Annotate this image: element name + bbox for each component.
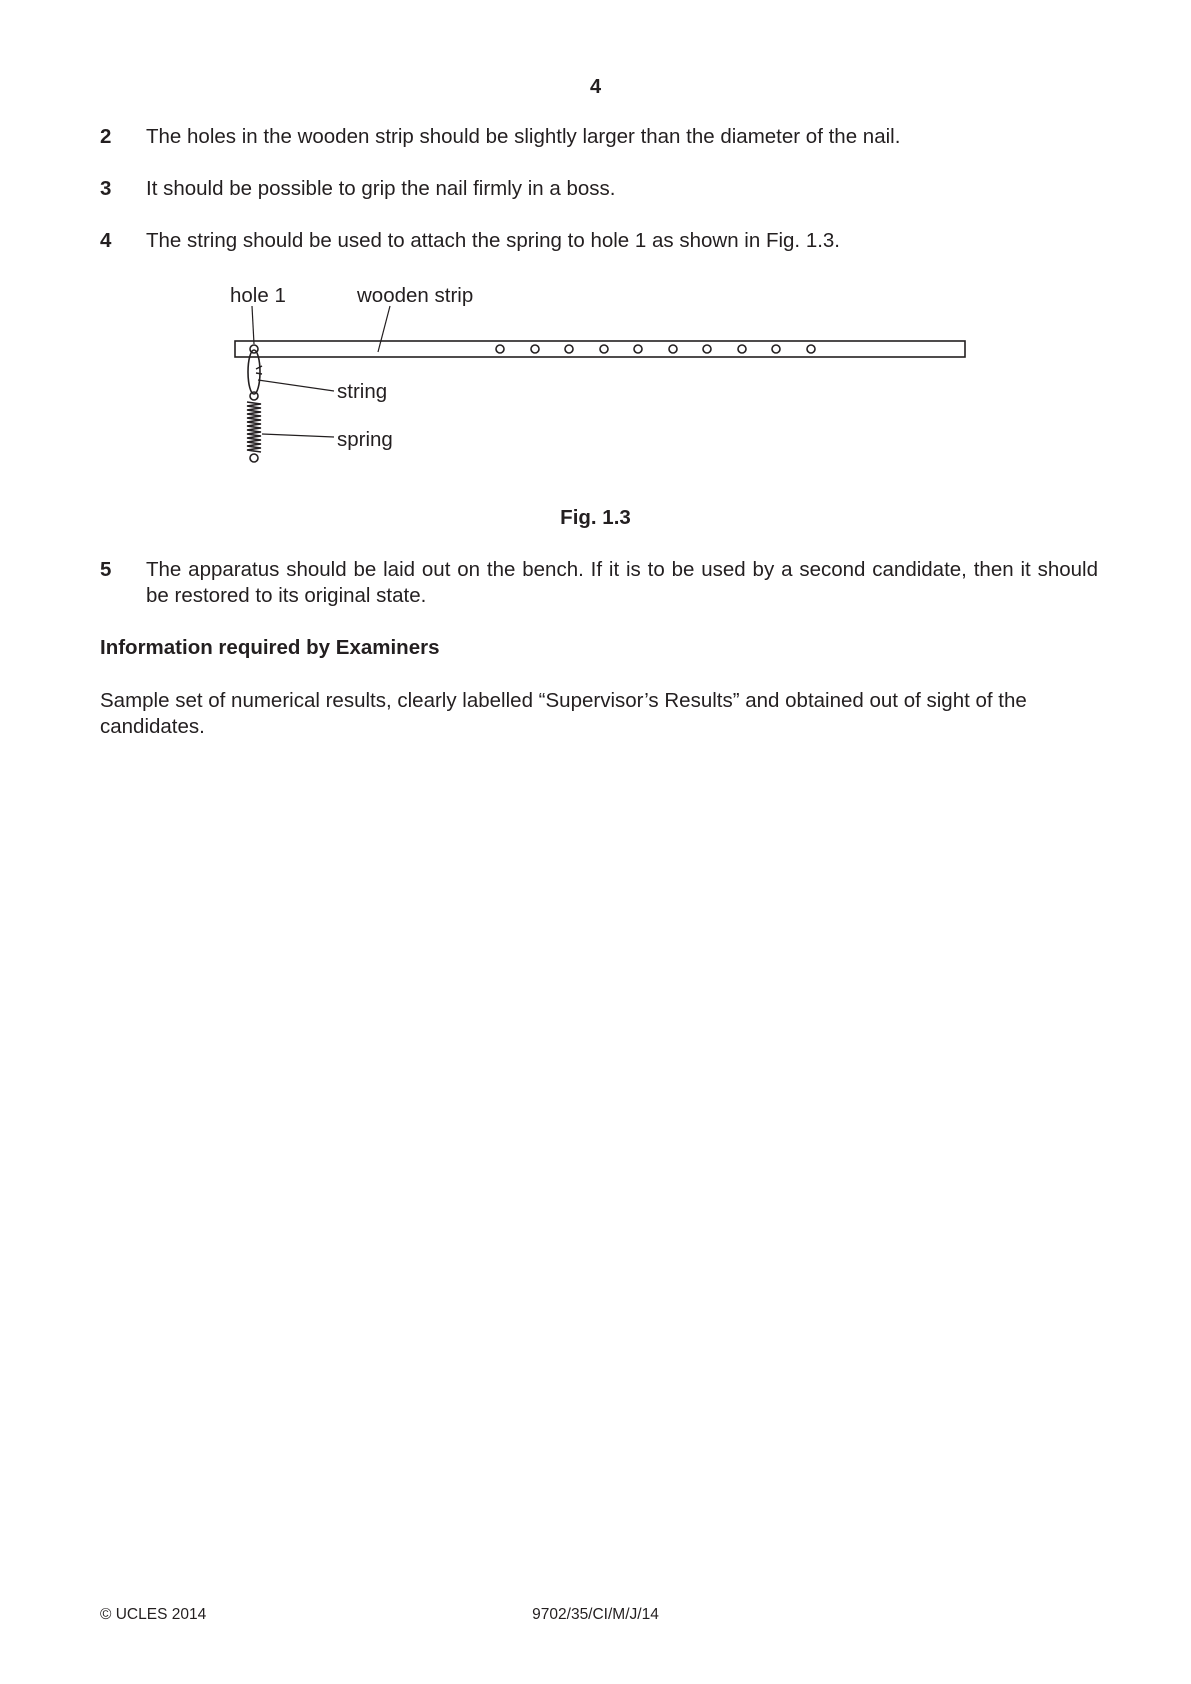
footer-code: 9702/35/CI/M/J/14: [532, 1606, 659, 1623]
hole-leader-line: [252, 306, 254, 344]
item-number: 5: [100, 558, 112, 581]
string-leader-line: [258, 380, 334, 391]
item-text: The string should be used to attach the spring to hole 1 as shown in Fig. 1.3.: [146, 229, 841, 252]
footer-copyright: © UCLES 2014: [100, 1606, 207, 1623]
page-number: 4: [589, 76, 602, 98]
item-text: The holes in the wooden strip should be slightly larger than the diameter of the nail.: [146, 125, 901, 148]
item-number: 2: [100, 125, 112, 148]
figure-caption: Fig. 1.3: [560, 506, 631, 529]
spring-bottom-hook: [250, 454, 258, 462]
spring-coil: [247, 402, 261, 452]
string-knot: [256, 366, 262, 374]
section-paragraph: Sample set of numerical results, clearly labelled “Supervisor’s Results” and obtained out of sight of the candidates.: [100, 689, 1027, 738]
section-heading: Information required by Examiners: [100, 636, 440, 659]
figure-1-3: [0, 0, 1191, 520]
string-label: string: [337, 380, 388, 403]
spring-leader-line: [262, 434, 334, 437]
item-number: 4: [100, 229, 112, 252]
item-text: It should be possible to grip the nail firmly in a boss.: [146, 177, 616, 200]
spring-label: spring: [337, 428, 393, 451]
strip-holes: [496, 345, 815, 353]
strip-leader-line: [378, 306, 390, 352]
item-text: The apparatus should be laid out on the bench. If it is to be used by a second candidate, then it should be restored to its original state.: [146, 558, 1098, 607]
wooden-strip-label: wooden strip: [357, 284, 474, 307]
item-number: 3: [100, 177, 112, 200]
hole-1-label: hole 1: [230, 284, 286, 307]
instruction-item: [100, 557, 1098, 609]
